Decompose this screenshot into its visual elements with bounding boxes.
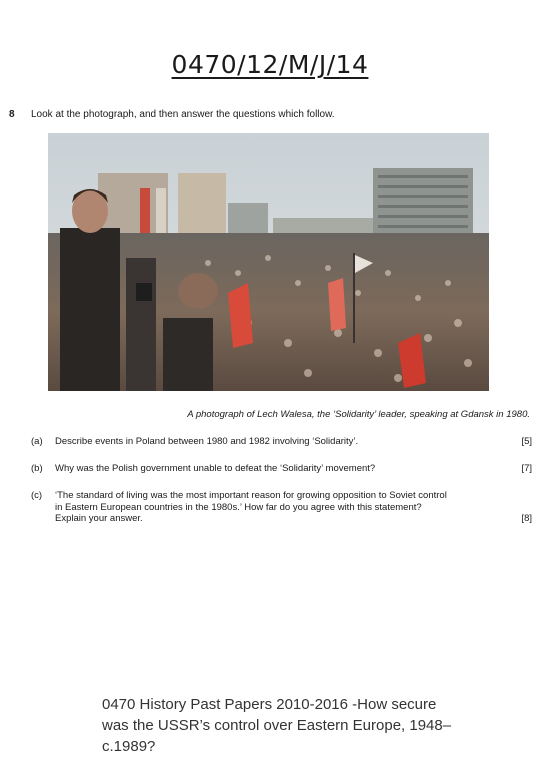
- part-text-line-3: Explain your answer.: [55, 513, 143, 524]
- part-label: (b): [31, 463, 43, 474]
- photograph-image: [48, 133, 489, 391]
- part-marks: [8]: [521, 513, 532, 524]
- part-text: Why was the Polish government unable to defeat the ‘Solidarity’ movement?: [55, 463, 376, 474]
- page-title: 0470/12/M/J/14: [171, 50, 369, 79]
- question-number: 8: [9, 109, 15, 120]
- crowd-photograph: [48, 133, 489, 391]
- part-label: (a): [31, 436, 43, 447]
- part-text-line-2: in Eastern European countries in the 1980s.’ How far do you agree with this statement?: [55, 501, 422, 513]
- footer-note: [102, 694, 532, 757]
- part-label: (c): [31, 490, 43, 501]
- footer-line-1: 0470 History Past Papers 2010-2016 -How secure: [102, 696, 437, 713]
- part-text-line-1: ‘The standard of living was the most important reason for growing opposition to Soviet control: [55, 490, 447, 501]
- footer-line-2: was the USSR’s control over Eastern Europe, 1948–: [102, 717, 452, 734]
- question-instruction: Look at the photograph, and then answer the questions which follow.: [31, 109, 335, 120]
- footer-line-3: c.1989?: [102, 738, 156, 755]
- photo-caption: A photograph of Lech Walesa, the ‘Solidarity’ leader, speaking at Gdansk in 1980.: [187, 409, 530, 420]
- part-marks: [5]: [521, 436, 532, 447]
- part-text: Describe events in Poland between 1980 and 1982 involving ‘Solidarity’.: [55, 436, 359, 447]
- part-marks: [7]: [521, 463, 532, 474]
